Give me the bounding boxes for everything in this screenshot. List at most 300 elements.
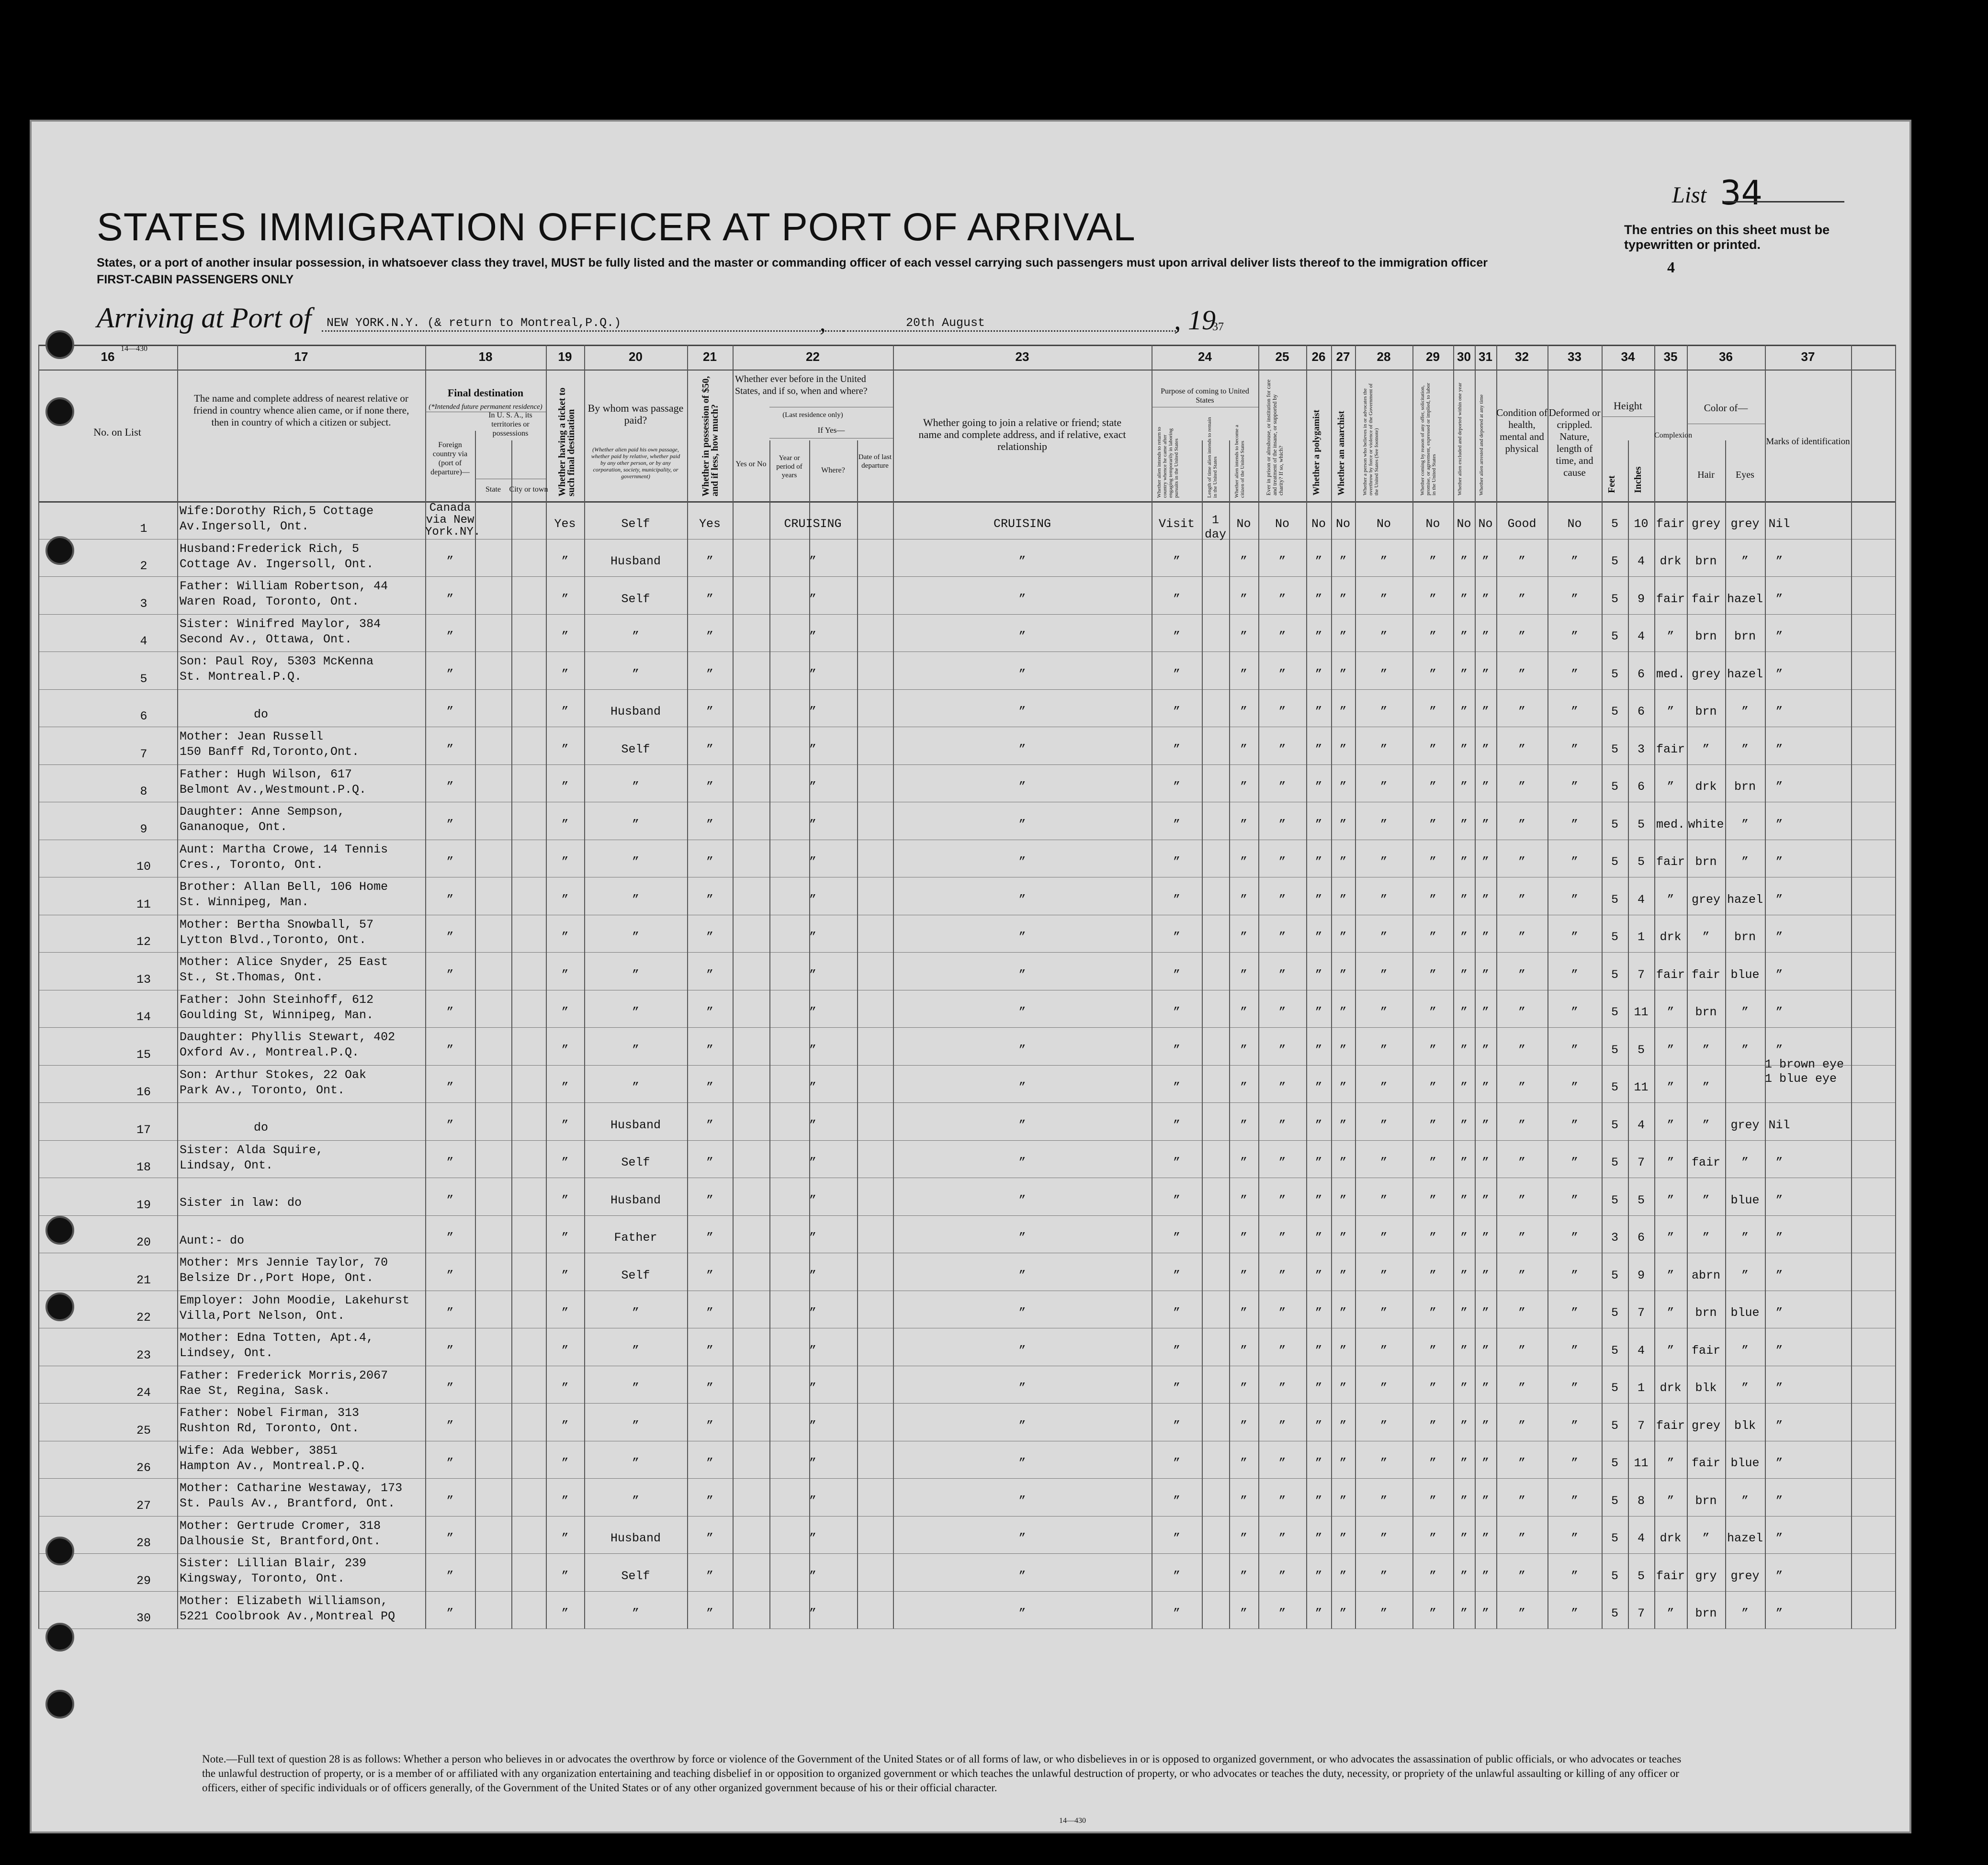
binder-hole [45, 1690, 74, 1719]
height-inches: 3 [1637, 742, 1645, 756]
relative-name: Father: Nobel Firman, 313 [180, 1406, 360, 1420]
column-number: 22 [806, 349, 820, 364]
citizen-intent: ” [1240, 705, 1247, 719]
anarchist: ” [1339, 1456, 1347, 1470]
deformed: ” [1570, 1494, 1578, 1508]
foreign-country: ” [446, 1381, 454, 1395]
anarchist: ” [1339, 1268, 1347, 1282]
q31: ” [1481, 1381, 1489, 1395]
header-q31: Whether alien arrested and deported at any time [1479, 394, 1484, 495]
relative-name: Employer: John Moodie, Lakehurst [180, 1293, 410, 1307]
health: ” [1518, 1043, 1525, 1057]
prison: ” [1278, 1306, 1286, 1320]
join-relative: ” [1018, 967, 1026, 982]
height-inches: 4 [1637, 629, 1645, 643]
height-feet: 5 [1611, 554, 1618, 568]
q29: ” [1429, 1043, 1436, 1057]
polygamist: ” [1315, 817, 1322, 831]
q31: ” [1481, 705, 1489, 719]
q30: No [1457, 517, 1471, 531]
height-feet: 5 [1611, 817, 1618, 831]
deformed: ” [1570, 967, 1578, 982]
list-label: List [1672, 182, 1707, 208]
height-inches: 7 [1637, 1418, 1645, 1433]
q29: ” [1429, 1118, 1436, 1132]
height-inches: 10 [1634, 517, 1649, 531]
anarchist: ” [1339, 1080, 1347, 1094]
q29: ” [1429, 1494, 1436, 1508]
row-number: 16 [136, 1085, 151, 1099]
deformed: ” [1570, 1456, 1578, 1470]
column-number: 20 [629, 349, 643, 364]
join-relative: ” [1018, 1418, 1026, 1433]
header-anarchist: Whether an anarchist [1336, 411, 1346, 495]
column-number: 37 [1801, 349, 1815, 364]
q28: ” [1380, 817, 1388, 831]
prison: ” [1278, 1156, 1286, 1169]
before-in-us: ” [809, 629, 816, 643]
deformed: No [1567, 517, 1582, 531]
foreign-country: ” [446, 967, 454, 982]
health: ” [1518, 742, 1525, 756]
q31: ” [1481, 1231, 1489, 1245]
ticket: ” [561, 780, 569, 794]
q29: ” [1429, 592, 1436, 606]
citizen-intent: ” [1240, 1043, 1247, 1057]
height-feet: 5 [1611, 1607, 1618, 1620]
money: ” [706, 892, 713, 907]
relative-address: St., St.Thomas, Ont. [180, 970, 324, 984]
q30: ” [1460, 930, 1468, 944]
polygamist: ” [1315, 705, 1322, 719]
q28: ” [1380, 742, 1388, 756]
join-relative: ” [1018, 1005, 1026, 1019]
q29: ” [1429, 1531, 1436, 1545]
q28: ” [1380, 1043, 1388, 1057]
column-number: 23 [1015, 349, 1029, 364]
q30: ” [1460, 855, 1468, 869]
q28: ” [1380, 1193, 1388, 1207]
identification-marks: ” [1775, 967, 1783, 982]
passage-paid: ” [632, 930, 639, 944]
relative-name: Mother: Mrs Jennie Taylor, 70 [180, 1256, 388, 1270]
join-relative: ” [1018, 742, 1026, 756]
q30: ” [1460, 1005, 1468, 1019]
complexion: fair [1656, 742, 1685, 756]
complexion: ” [1667, 1456, 1674, 1470]
polygamist: ” [1315, 1005, 1322, 1019]
row-number: 14 [136, 1010, 151, 1024]
complexion: ” [1667, 1268, 1674, 1282]
eye-color: grey [1730, 1569, 1760, 1583]
health: ” [1518, 892, 1525, 907]
row-number: 18 [136, 1160, 151, 1174]
money: ” [706, 1306, 713, 1320]
q29: ” [1429, 1231, 1436, 1245]
identification-marks: ” [1775, 1418, 1783, 1433]
purpose: ” [1173, 592, 1180, 606]
relative-address: Goulding St, Winnipeg, Man. [180, 1008, 374, 1022]
header-passage-paid-note: (Whether alien paid his own passage, whether paid by relative, whether paid by any other person, or by any corporation, society, municipality, or government) [591, 446, 680, 480]
citizen-intent: ” [1240, 1607, 1247, 1620]
citizen-intent: ” [1240, 930, 1247, 944]
before-in-us: ” [809, 1418, 816, 1433]
polygamist: ” [1315, 1456, 1322, 1470]
row-number: 29 [136, 1573, 151, 1588]
header-hair: Hair [1697, 470, 1715, 480]
purpose: ” [1173, 1494, 1180, 1508]
header-complexion: Complexion [1654, 431, 1693, 439]
polygamist: ” [1315, 1268, 1322, 1282]
citizen-intent: ” [1240, 1569, 1247, 1583]
identification-marks: ” [1775, 1569, 1783, 1583]
foreign-country: ” [446, 1306, 454, 1320]
column-number: 19 [558, 349, 572, 364]
q30: ” [1460, 1080, 1468, 1094]
before-in-us: ” [809, 705, 816, 719]
ticket: ” [561, 1043, 569, 1057]
q30: ” [1460, 1268, 1468, 1282]
column-number: 17 [294, 349, 308, 364]
anarchist: ” [1339, 967, 1347, 982]
q30: ” [1460, 1381, 1468, 1395]
prison: ” [1278, 1418, 1286, 1433]
deformed: ” [1570, 1043, 1578, 1057]
money: ” [706, 1569, 713, 1583]
citizen-intent: ” [1240, 1381, 1247, 1395]
row-number: 26 [136, 1461, 151, 1475]
polygamist: ” [1315, 1043, 1322, 1057]
prison: ” [1278, 1381, 1286, 1395]
foreign-country: ” [446, 1231, 454, 1245]
before-in-us: ” [809, 1080, 816, 1094]
height-inches: 4 [1637, 554, 1645, 568]
q29: ” [1429, 1456, 1436, 1470]
q28: ” [1380, 705, 1388, 719]
before-in-us: ” [809, 667, 816, 681]
row-number: 27 [136, 1498, 151, 1513]
before-in-us: ” [809, 1005, 816, 1019]
hair-color: ” [1702, 1531, 1710, 1545]
manifest-sheet: STATES IMMIGRATION OFFICER AT PORT OF ARRIVAL States, or a port of another insular possession, in whatsoever class they travel, MUST be fully listed and the master or commanding officer of each vessel carrying such passengers must upon arrival deliver lists thereof to the immigration officer FIRST-CABIN PASSENGERS ONLY Arriving at Port of NEW YORK.N.Y. (& return to Montreal,P.Q.) , 20th August , 19 37 List 34 The entries on this sheet must be typewritten or printed. 4 14—430 16 17 18 19 20 21 22 23 24 25 26 27 28 29 30 31 32 33 34 35 36 37 No. on List The name and complete address of nearest relative or friend in country whence alien came, or if none there, then in country of which a citizen or subject. Final destination (*Intended future permanent residence) Foreign country via (port of departure)— In U. S. A., its territories or possessions State City or town Whether having a ticket to such final destination By whom was passage paid? (Whether alien paid his own passage, whether paid by relative, whether paid by any other person, or by any corporation, society, municipality, or government) Whether in possession of $50, and if less, how much? Whether ever before in the United States, and if so, when and where? (Last residence only) Yes or No If Yes— Year or period of years Where? Date of last departure Whether going to join a relative or friend; state name and complete address, and if relative, exact relationship Purpose of coming to United States Whether alien intends to return to country whence he came after engaging temporarily in laboring pursuits in the United States Length of time alien intends to remain in the United States Whether alien intends to become a citizen of the United States Ever in prison or almshouse, or institution for care and treatment of the insane, or supported by charity? If so, which? Whether a polygamist Whether an anarchist Whether a person who believes in or advocates the overthrow by force or violence of the Government of the United States (See footnote) Whether coming by reason of any offer, solicitation, promise, or agreement, expressed or implied, to labor in the United States Whether alien excluded and deported within one year Whether alien arrested and deported at any time Condition of health, mental and physical Deformed or crippled. Nature, length of time, and cause Height Feet Inches Complexion Color of— Hair Eyes Marks of identification 1 Wife:Dorothy Rich,5 Cottage Av.Ingersoll, Ont. Canada via New York.NY. CRUISING 1 day Yes Self Yes CRUISING Visit No No No No No No No No Good No 5 10 fair grey grey Nil 2 Husband:Frederick Rich, 5 Cottage Av. Ingersoll, Ont. ” ” ” Husband ” ” ” ” ” ” ” ” ” ” ” ” ” 5 4 drk brn ” ” 3 Father: William Robertson, 44 Waren Road, Toronto, Ont. ” ” ” Self ” ” ” ” ” ” ” ” ” ” ” ” ” 5 9 fair fair hazel ” 4 Sister: Winifred Maylor, 384 Second Av., Ottawa, Ont. ” ” ” ” ” ” ” ” ” ” ” ” ” ” ” ” ” 5 4 ” brn brn ” 5 Son: Paul Roy, 5303 McKenna St. Montreal.P.Q. ” ” ” ” ” ” ” ” ” ” ” ” ” ” ” ” ” 5 6 med. grey hazel ” 6 do ” ” ” Husband ” ” ” ” ” ” ” ” ” ” ” ” ” 5 6 ” brn ” ” 7 Mother: Jean Russell 150 Banff Rd,Toronto,Ont. ” ” ” Self ” ” ” ” ” ” ” ” ” ” ” ” ” 5 3 fair ” ” ” 8 Father: Hugh Wilson, 617 Belmont Av.,Westmount.P.Q. ” ” ” ” ” ” ” ” ” ” ” ” ” ” ” ” ” 5 6 ” drk brn ” 9 Daughter: Anne Sempson, Gananoque, Ont. ” ” ” ” ” ” ” ” ” ” ” ” ” ” ” ” ” 5 5 med. white ” ” 10 Aunt: Martha Crowe, 14 Tennis Cres., Toronto, Ont. ” ” ” ” ” ” ” ” ” ” ” ” ” ” ” ” ” 5 5 fair brn ” ” 11 Brother: Allan Bell, 106 Home St. Winnipeg, Man. ” ” ” ” ” ” ” ” ” ” ” ” ” ” ” ” ” 5 4 ” grey hazel ” 12 Mother: Bertha Snowball, 57 Lytton Blvd.,Toronto, Ont. ” ” ” ” ” ” ” ” ” ” ” ” ” ” ” ” ” 5 1 drk ” brn ” 13 Mother: Alice Snyder, 25 East St., St.Thomas, Ont. ” ” ” ” ” ” ” ” ” ” ” ” ” ” ” ” ” 5 7 fair fair blue ” 14 Father: John Steinhoff, 612 Goulding St, Winnipeg, Man. ” ” ” ” ” ” ” ” ” ” ” ” ” ” ” ” ” 5 11 ” brn ” ” 15 Daughter: Phyllis Stewart, 402 Oxford Av., Montreal.P.Q. ” ” ” ” ” ” ” ” ” ” ” ” ” ” ” ” ” 5 5 ” ” ” ” 16 Son: Arthur Stokes, 22 Oak Park Av., Toronto, Ont. ” ” ” ” ” ” ” ” ” ” ” ” ” ” ” ” ” 5 11 ” ” 1 brown eye 1 blue eye 17 do ” ” ” Husband ” ” ” ” ” ” ” ” ” ” ” ” ” 5 4 ” ” grey Nil 18 Sister: Alda Squire, Lindsay, Ont. ” ” ” Self ” ” ” ” ” ” ” ” ” ” ” ” ” 5 7 ” fair ” ” 19 Sister in law: do ” ” ” Husband ” ” ” ” ” ” ” ” ” ” ” ” ” 5 5 ” ” blue ” 20 Aunt:- do ” ” ” Father ” ” ” ” ” ” ” ” ” ” ” ” ” 3 6 ” ” ” ” 21 Mother: Mrs Jennie Taylor, 70 Belsize Dr.,Port Hope, Ont. ” ” ” Self ” ” ” ” ” ” ” ” ” ” ” ” ” 5 9 ” abrn ” ” 22 Employer: John Moodie, Lakehurst Villa,Port Nelson, Ont. ” ” ” ” ” ” ” ” ” ” ” ” ” ” ” ” ” 5 7 ” brn blue ” 23 Mother: Edna Totten, Apt.4, Lindsey, Ont. ” ” ” ” ” ” ” ” ” ” ” ” ” ” ” ” ” 5 4 ” fair ” ” 24 Father: Frederick Morris,2067 Rae St, Regina, Sask. ” ” ” ” ” ” ” ” ” ” ” ” ” ” ” ” ” 5 1 drk blk ” ” 25 Father: Nobel Firman, 313 Rushton Rd, Toronto, Ont. ” ” ” ” ” ” ” ” ” ” ” ” ” ” ” ” ” 5 7 fair grey blk ” 26 Wife: Ada Webber, 3851 Hampton Av., Montreal.P.Q. ” ” ” ” ” ” ” ” ” ” ” ” ” ” ” ” ” 5 11 ” fair blue ” 27 Mother: Catharine Westaway, 173 St. Pauls Av., Brantford, Ont. ” ” ” ” ” ” ” ” ” ” ” ” ” ” ” ” ” 5 8 ” brn ” ” 28 Mother: Gertrude Cromer, 318 Dalhousie St, Brantford,Ont. ” ” ” Husband ” ” ” ” ” ” ” ” ” ” ” ” ” 5 4 drk ” hazel ” 29 Sister: Lillian Blair, 239 Kingsway, Toronto, Ont. ” ” ” Self ” ” ” ” ” ” ” ” ” ” ” ” ” 5 5 fair gry grey ” 30 Mother: Elizabeth Williamson, 5221 Coolbrook Av.,Montreal PQ ” ” ” ” ” ” ” ” ” ” ” ” ” ” ” ” ” 5 7 ” brn ” ” Note.—Full text of question 28 is as follows: Whether a person who believes in or advocates the overthrow by force or violence of the Government of the United States or of all forms of law, or who disbelieves in or is opposed to organized government, or who advocates the assassination of public officials, or who advocates or teaches the unlawful destruction of property, or is a member of or affiliated with any organization entertaining and teaching disbelief in or opposition to organized government or which teaches the unlawful destruction of property, or who advocates or teaches the duty, necessity, or propriety of the unlawful assaulting or killing of any officer or officers, either of specific individuals or of officers generally, of the Government of the United States or of any other organized government because of his or their official character. 14—430 [30, 120, 1911, 1833]
deformed: ” [1570, 592, 1578, 606]
polygamist: ” [1315, 1531, 1322, 1545]
header-feet: Feet [1606, 475, 1617, 493]
header-state: State [486, 485, 501, 494]
eye-color: hazel [1727, 1531, 1763, 1545]
complexion: fair [1656, 855, 1685, 869]
purpose: ” [1173, 742, 1180, 756]
q28: ” [1380, 1343, 1388, 1358]
identification-marks: Nil [1768, 1118, 1790, 1132]
header-if-yes: If Yes— [817, 426, 845, 435]
money: ” [706, 1381, 713, 1395]
foreign-country: ” [446, 742, 454, 756]
header-marks: Marks of identification [1766, 437, 1850, 447]
height-feet: 5 [1611, 667, 1618, 681]
foreign-country: ” [446, 1043, 454, 1057]
identification-marks: ” [1775, 667, 1783, 681]
q31: ” [1481, 554, 1489, 568]
row-number: 5 [140, 672, 147, 686]
relative-name: Father: William Robertson, 44 [180, 579, 388, 593]
q30: ” [1460, 705, 1468, 719]
identification-marks: ” [1775, 1607, 1783, 1620]
eye-color: ” [1741, 1494, 1749, 1508]
q28: No [1376, 517, 1391, 531]
money: ” [706, 967, 713, 982]
relative-address: 150 Banff Rd,Toronto,Ont. [180, 745, 360, 759]
deformed: ” [1570, 629, 1578, 643]
passage-paid: ” [632, 780, 639, 794]
foreign-country: ” [446, 1607, 454, 1620]
hair-color: fair [1691, 1343, 1720, 1358]
deformed: ” [1570, 855, 1578, 869]
health: ” [1518, 1156, 1525, 1169]
passage-paid: ” [632, 667, 639, 681]
relative-address: Sister in law: do [180, 1196, 302, 1210]
polygamist: ” [1315, 1193, 1322, 1207]
money: ” [706, 667, 713, 681]
complexion: ” [1667, 1193, 1674, 1207]
q30: ” [1460, 1231, 1468, 1245]
column-number: 35 [1663, 349, 1678, 364]
ticket: ” [561, 742, 569, 756]
header-q30: Whether alien excluded and deported within one year [1457, 382, 1463, 495]
deformed: ” [1570, 705, 1578, 719]
before-in-us: ” [809, 1494, 816, 1508]
complexion: drk [1660, 554, 1682, 568]
identification-marks: ” [1775, 592, 1783, 606]
q31: ” [1481, 1343, 1489, 1358]
header-passage-paid: By whom was passage paid? [587, 402, 684, 426]
manifest-table [38, 345, 1896, 1714]
column-number: 21 [703, 349, 717, 364]
citizen-intent: ” [1240, 892, 1247, 907]
purpose: ” [1173, 780, 1180, 794]
relative-address: St. Montreal.P.Q. [180, 670, 302, 684]
join-relative: ” [1018, 1156, 1026, 1169]
row-number: 25 [136, 1423, 151, 1438]
relative-address: do [254, 1121, 269, 1135]
relative-address: Lindsay, Ont. [180, 1158, 273, 1172]
before-in-us: ” [809, 967, 816, 982]
before-in-us: ” [809, 892, 816, 907]
citizen-intent: ” [1240, 742, 1247, 756]
join-relative: ” [1018, 892, 1026, 907]
foreign-country: ” [446, 554, 454, 568]
binder-hole [45, 1292, 74, 1321]
before-in-us: ” [809, 1268, 816, 1282]
polygamist: ” [1315, 1343, 1322, 1358]
q29: ” [1429, 1381, 1436, 1395]
foreign-country: ” [446, 667, 454, 681]
passage-paid: Self [621, 1268, 650, 1282]
q29: ” [1429, 817, 1436, 831]
q28: ” [1380, 855, 1388, 869]
relative-name: Daughter: Anne Sempson, [180, 805, 345, 819]
deformed: ” [1570, 780, 1578, 794]
height-feet: 5 [1611, 1193, 1618, 1207]
column-number: 16 [101, 349, 115, 364]
q30: ” [1460, 1193, 1468, 1207]
height-feet: 5 [1611, 592, 1618, 606]
health: ” [1518, 1118, 1525, 1132]
height-inches: 11 [1634, 1080, 1649, 1094]
foreign-country: ” [446, 930, 454, 944]
hair-color: ” [1702, 1080, 1710, 1094]
eye-color: ” [1741, 1043, 1749, 1057]
q30: ” [1460, 1494, 1468, 1508]
citizen-intent: ” [1240, 1156, 1247, 1169]
citizen-intent: ” [1240, 780, 1247, 794]
q28: ” [1380, 667, 1388, 681]
q30: ” [1460, 629, 1468, 643]
foreign-country: ” [446, 855, 454, 869]
relative-address: Lytton Blvd.,Toronto, Ont. [180, 932, 367, 947]
purpose: ” [1173, 1343, 1180, 1358]
q31: ” [1481, 1268, 1489, 1282]
page-number: 4 [1667, 258, 1675, 276]
money: ” [706, 1156, 713, 1169]
prison: ” [1278, 1268, 1286, 1282]
money: ” [706, 855, 713, 869]
money: ” [706, 1607, 713, 1620]
q28: ” [1380, 1607, 1388, 1620]
ticket: ” [561, 592, 569, 606]
column-number: 34 [1621, 349, 1635, 364]
binder-hole [45, 1623, 74, 1652]
deformed: ” [1570, 667, 1578, 681]
q31: ” [1481, 1193, 1489, 1207]
identification-marks: ” [1775, 1531, 1783, 1545]
relative-address: Belmont Av.,Westmount.P.Q. [180, 782, 367, 797]
passage-paid: Self [621, 592, 650, 606]
identification-marks: ” [1775, 1343, 1783, 1358]
q28: ” [1380, 1456, 1388, 1470]
identification-marks: ” [1775, 629, 1783, 643]
instructions-line: States, or a port of another insular possession, in whatsoever class they travel, MUST be fully listed and the master or commanding officer of each vessel carrying such passengers must upon arrival deliver lists thereof to the immigration officer [97, 256, 1488, 270]
q31: ” [1481, 817, 1489, 831]
purpose: ” [1173, 817, 1180, 831]
foreign-country: Canada via New York.NY. [425, 502, 481, 539]
relative-name: Mother: Gertrude Cromer, 318 [180, 1518, 381, 1533]
height-inches: 6 [1637, 1231, 1645, 1245]
q30: ” [1460, 1043, 1468, 1057]
complexion: fair [1656, 592, 1685, 606]
q29: ” [1429, 930, 1436, 944]
money: Yes [699, 517, 721, 531]
complexion: ” [1667, 1306, 1674, 1320]
q29: ” [1429, 1268, 1436, 1282]
q31: ” [1481, 629, 1489, 643]
hair-color: ” [1702, 930, 1710, 944]
passenger-class-line: FIRST-CABIN PASSENGERS ONLY [97, 273, 294, 286]
q31: ” [1481, 1607, 1489, 1620]
anarchist: ” [1339, 1607, 1347, 1620]
height-feet: 3 [1611, 1231, 1618, 1245]
header-q28: Whether a person who believes in or advocates the overthrow by force or violence of the Government of the United States (See footnote) [1362, 383, 1379, 495]
header-period: Year or period of years [776, 454, 802, 479]
anarchist: ” [1339, 1418, 1347, 1433]
polygamist: ” [1315, 1494, 1322, 1508]
complexion: fair [1656, 517, 1685, 531]
eye-color: ” [1741, 1268, 1749, 1282]
height-inches: 7 [1637, 1156, 1645, 1169]
height-inches: 6 [1637, 667, 1645, 681]
eye-color: ” [1741, 855, 1749, 869]
relative-name: Father: Frederick Morris,2067 [180, 1368, 388, 1382]
eye-color: ” [1741, 1231, 1749, 1245]
anarchist: ” [1339, 780, 1347, 794]
before-in-us: CRUISING [784, 517, 842, 531]
prison: ” [1278, 1231, 1286, 1245]
relative-address: Cres., Toronto, Ont. [180, 857, 324, 872]
health: ” [1518, 1607, 1525, 1620]
deformed: ” [1570, 1531, 1578, 1545]
q29: ” [1429, 855, 1436, 869]
q31: ” [1481, 1456, 1489, 1470]
purpose: ” [1173, 892, 1180, 907]
deformed: ” [1570, 1005, 1578, 1019]
header-final-destination: Final destination [447, 387, 524, 399]
polygamist: ” [1315, 1306, 1322, 1320]
header-money: Whether in possession of $50, and if less, how much? [700, 376, 720, 496]
eye-color: blue [1730, 1306, 1760, 1320]
citizen-intent: ” [1240, 1343, 1247, 1358]
q31: ” [1481, 667, 1489, 681]
health: ” [1518, 1418, 1525, 1433]
q29: ” [1429, 780, 1436, 794]
q30: ” [1460, 1306, 1468, 1320]
join-relative: ” [1018, 554, 1026, 568]
eye-color: blue [1730, 1456, 1760, 1470]
polygamist: ” [1315, 1118, 1322, 1132]
eye-color: brn [1734, 629, 1756, 643]
purpose: ” [1173, 1080, 1180, 1094]
hair-color: brn [1695, 705, 1717, 719]
before-in-us: ” [809, 554, 816, 568]
hair-color: grey [1691, 892, 1720, 907]
header-deformed: Deformed or crippled. Nature, length of time, and cause [1548, 407, 1601, 478]
before-in-us: ” [809, 855, 816, 869]
header-length-of-stay: Length of time alien intends to remain in the United States [1207, 417, 1218, 498]
deformed: ” [1570, 1569, 1578, 1583]
header-inches: Inches [1633, 466, 1643, 493]
column-number: 28 [1377, 349, 1391, 364]
ticket: ” [561, 1156, 569, 1169]
eye-color: ” [1741, 554, 1749, 568]
eye-color: grey [1730, 1118, 1760, 1132]
complexion: med. [1656, 667, 1685, 681]
q30: ” [1460, 742, 1468, 756]
row-number: 7 [140, 747, 147, 761]
height-feet: 5 [1611, 1268, 1618, 1282]
anarchist: ” [1339, 817, 1347, 831]
purpose: ” [1173, 855, 1180, 869]
citizen-intent: ” [1240, 592, 1247, 606]
header-height: Height [1614, 400, 1642, 412]
ticket: ” [561, 705, 569, 719]
polygamist: ” [1315, 1418, 1322, 1433]
purpose: ” [1173, 1456, 1180, 1470]
identification-marks: ” [1775, 705, 1783, 719]
q29: ” [1429, 1005, 1436, 1019]
ticket: ” [561, 1569, 569, 1583]
before-in-us: ” [809, 1343, 816, 1358]
identification-marks: ” [1775, 855, 1783, 869]
join-relative: ” [1018, 1306, 1026, 1320]
